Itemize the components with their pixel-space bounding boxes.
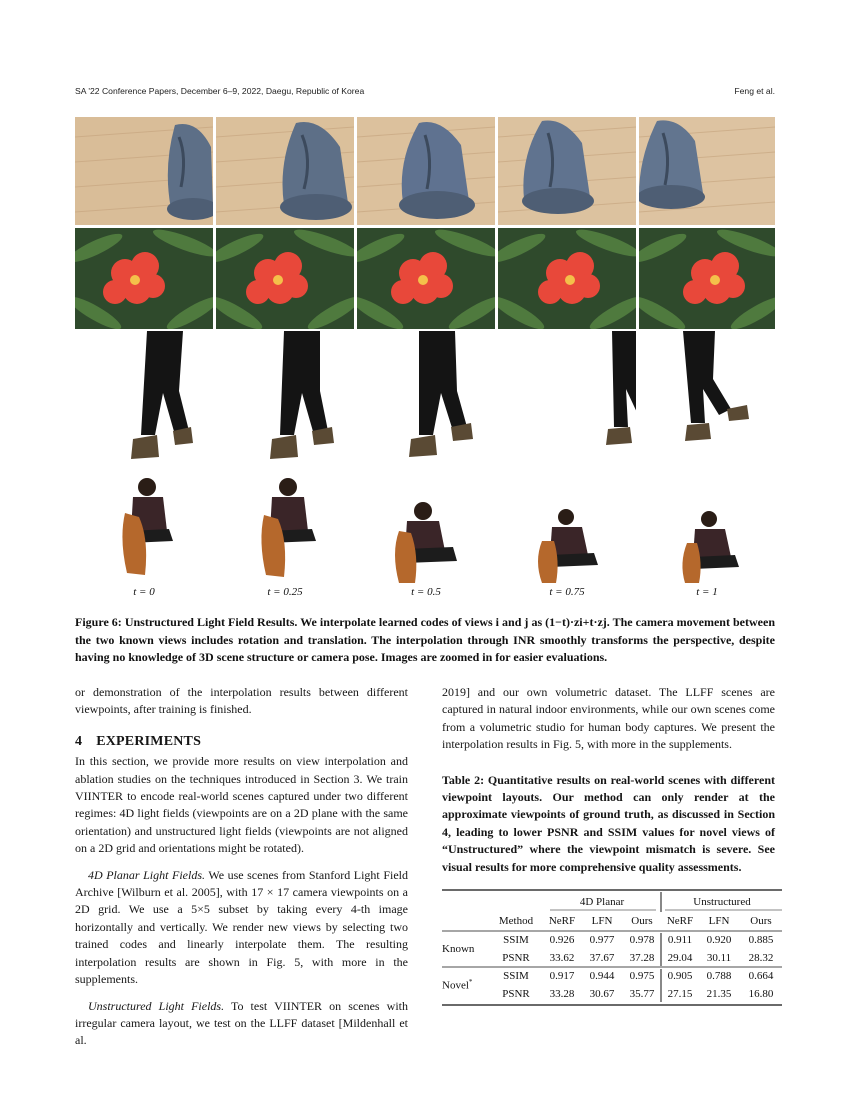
paragraph: [75, 867, 408, 989]
cell: 0.978: [629, 934, 655, 946]
sculpture-t075: [498, 117, 636, 225]
paragraph-heading: 4D Planar Light Fields.: [88, 867, 205, 882]
col-header: NeRF: [666, 915, 694, 927]
metric: PSNR: [502, 952, 530, 964]
cell: 0.926: [549, 934, 575, 946]
cell: 29.04: [667, 952, 693, 964]
t-label-0: t = 0: [133, 586, 155, 598]
sculpture-t05: [357, 117, 495, 225]
metric: SSIM: [503, 934, 529, 946]
paragraph: In this section, we provide more results on view interpolation and ablation studies on the techniques introduced in Section 3. We train VIINTER to encode real-world scenes captured under two different regimes: 4D light fields (viewpoints are on a 2D plane with the same orientation) and unstructured light fields (viewpoints are not aligned on a 2D grid and orientations might be rotated).: [75, 754, 408, 856]
cell: 0.917: [549, 970, 575, 982]
legs-t075: [498, 331, 636, 467]
sculpture-t025: [216, 117, 354, 225]
cell: 0.911: [667, 934, 693, 946]
section-heading: [75, 733, 408, 750]
row-group-label: Novel*: [442, 978, 473, 992]
cell: 33.62: [549, 952, 575, 964]
t-label-1: t = 0.25: [267, 586, 303, 598]
cell: 0.905: [667, 970, 693, 982]
flower-t075: [498, 228, 636, 329]
legs-t0: [75, 331, 213, 467]
paragraph-body: We use scenes from Stanford Light Field Archive [Wilburn et al. 2005], with 17 × 17 camera viewpoints on a 2D grid. We use a 5×5 subset by taking every 4-th image horizontally and vertically. We render new views by selecting two trained codes and linearly interpolate them. The resulting interpolation results are shown in Fig. 5, with more in the supplements.: [75, 867, 408, 987]
group-header-unstructured: Unstructured: [693, 896, 751, 908]
flower-t05: [357, 228, 495, 329]
running-header-left: SA '22 Conference Papers, December 6–9, 2022, Daegu, Republic of Korea: [75, 86, 365, 96]
legs-t025: [216, 331, 354, 467]
cell: 0.885: [748, 934, 774, 946]
cell: 28.32: [748, 952, 774, 964]
cell: 0.920: [706, 934, 732, 946]
person-dog-t1: [639, 469, 775, 583]
right-column: [442, 684, 775, 876]
paragraph-heading: Unstructured Light Fields.: [88, 998, 225, 1013]
cell: 0.975: [629, 970, 655, 982]
col-header: Ours: [750, 915, 772, 927]
paragraph-body: To test VIINTER on scenes with irregular camera layout, we test on the LLFF dataset [Mildenhall et al.: [75, 998, 408, 1048]
cell: 0.664: [748, 970, 774, 982]
person-dog-t05: [357, 469, 495, 583]
legs-t1: [639, 331, 775, 467]
cell: 35.77: [629, 988, 655, 1000]
cell: 0.788: [706, 970, 732, 982]
cell: 0.977: [589, 934, 615, 946]
flower-t0: [75, 228, 213, 329]
cell: 30.11: [706, 952, 732, 964]
sculpture-t0: [75, 117, 213, 225]
cell: 27.15: [667, 988, 693, 1000]
figure-caption: Figure 6: Unstructured Light Field Results. We interpolate learned codes of views i and j as (1−t)·zi+t·zj. The camera movement between the two known views includes rotation and translation. The interpolation through INR smoothly transforms the perspective, despite having no knowledge of 3D scene structure or camera pose. Images are zoomed in for easier evaluations.: [75, 615, 775, 664]
paragraph: or demonstration of the interpolation results between different viewpoints, after training is finished.: [75, 685, 408, 717]
row-group-label: Known: [442, 943, 475, 955]
metric: SSIM: [503, 970, 529, 982]
cell: 33.28: [549, 988, 575, 1000]
t-label-2: t = 0.5: [411, 586, 441, 598]
section-number: 4: [75, 733, 83, 749]
legs-t05: [357, 331, 495, 467]
flower-t1: [639, 228, 775, 329]
person-dog-t025: [216, 469, 354, 583]
cell: 37.28: [629, 952, 655, 964]
left-column: [75, 684, 408, 1050]
running-header-right: Feng et al.: [734, 86, 775, 96]
cell: 21.35: [706, 988, 732, 1000]
table: [442, 893, 782, 1003]
col-header: Ours: [631, 915, 653, 927]
paragraph: [75, 998, 408, 1050]
figure-6: [75, 117, 775, 583]
cell: 0.944: [589, 970, 615, 982]
col-header: LFN: [708, 915, 730, 927]
metric: PSNR: [502, 988, 530, 1000]
sculpture-t1: [639, 117, 775, 225]
cell: 37.67: [589, 952, 615, 964]
section-title: EXPERIMENTS: [96, 733, 202, 749]
group-header-4d-planar: 4D Planar: [579, 896, 625, 908]
col-header: LFN: [591, 915, 613, 927]
person-dog-t075: [498, 469, 636, 583]
t-label-4: t = 1: [696, 586, 718, 598]
t-label-3: t = 0.75: [549, 586, 585, 598]
cell: 16.80: [748, 988, 774, 1000]
cell: 30.67: [589, 988, 615, 1000]
person-dog-t0: [75, 469, 213, 583]
flower-t025: [216, 228, 354, 329]
col-header-method: Method: [498, 915, 534, 927]
paragraph: 2019] and our own volumetric dataset. The LLFF scenes are captured in natural indoor environments, while our own scenes come from a volumetric studio for human body captures. We present the interpolation results in Fig. 5, with more in the supplements.: [442, 685, 775, 752]
table-caption: Table 2: Quantitative results on real-world scenes with different viewpoint layouts. Our method can only render at the approximate viewpoints of ground truth, as discussed in Section 4, leading to lower PSNR and SSIM values for novel views of “Unstructured” where the viewpoint mismatch is severe. See visual results for more comprehensive quality assessments.: [442, 772, 775, 874]
col-header: NeRF: [548, 915, 576, 927]
